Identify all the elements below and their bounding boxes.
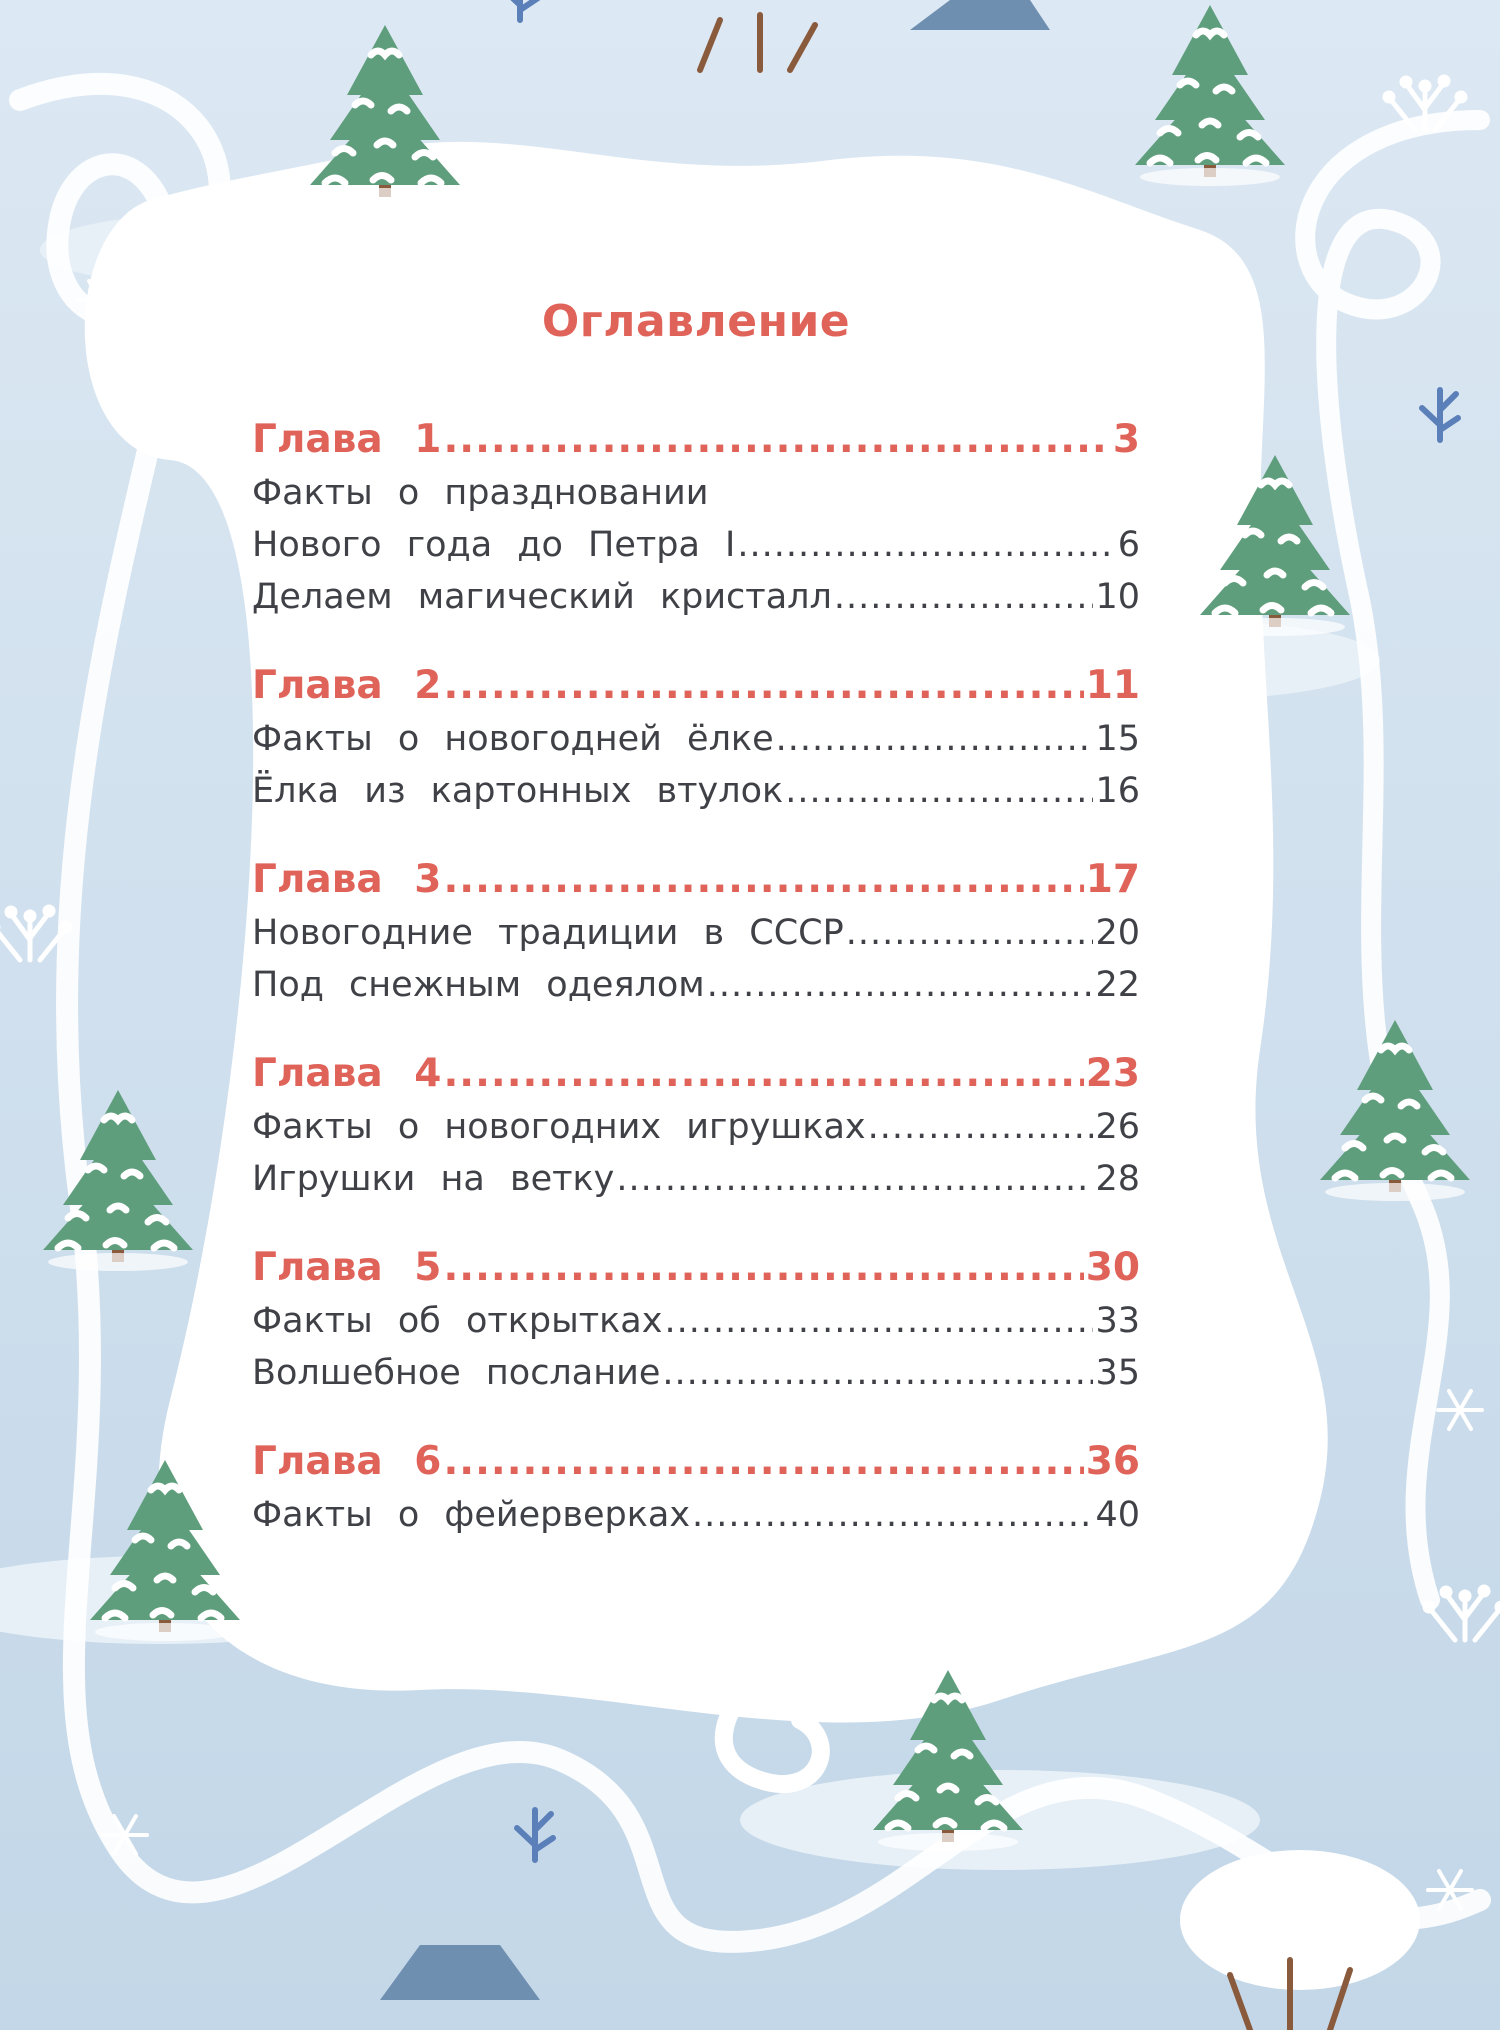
entry-label: Ёлка из картонных втулок — [252, 771, 784, 811]
chapter-block — [252, 663, 1140, 823]
page-number: 30 — [1085, 1245, 1140, 1290]
leader-dots — [443, 1439, 1083, 1484]
chapter-block — [252, 417, 1140, 629]
entry-label: Факты об открытках — [252, 1301, 663, 1341]
page-number: 26 — [1095, 1107, 1140, 1147]
entry-label: Новогодние традиции в СССР — [252, 913, 844, 953]
entry-row[interactable] — [252, 719, 1140, 771]
entry-row[interactable] — [252, 965, 1140, 1017]
leader-dots — [664, 1301, 1093, 1341]
leader-dots — [785, 771, 1093, 811]
page-number: 23 — [1085, 1051, 1140, 1096]
page-number: 22 — [1095, 965, 1140, 1005]
chapter-row[interactable] — [252, 417, 1140, 473]
leader-dots — [707, 965, 1094, 1005]
entry-row[interactable] — [252, 1495, 1140, 1547]
leader-dots — [616, 1159, 1093, 1199]
leader-dots — [662, 1353, 1093, 1393]
chapter-label: Глава 6 — [252, 1439, 442, 1484]
page-title: Оглавление — [541, 296, 851, 347]
entry-row[interactable] — [252, 1353, 1140, 1405]
page-number: 35 — [1095, 1353, 1140, 1393]
chapter-label: Глава 4 — [252, 1051, 442, 1096]
entry-label: Игрушки на ветку — [252, 1159, 615, 1199]
entry-row[interactable] — [252, 1107, 1140, 1159]
chapter-block — [252, 1051, 1140, 1211]
entry-label: Нового года до Петра I — [252, 525, 736, 565]
page-number: 40 — [1095, 1495, 1140, 1535]
chapter-row[interactable] — [252, 857, 1140, 913]
entry-row[interactable] — [252, 913, 1140, 965]
page-number: 6 — [1117, 525, 1140, 565]
leader-dots — [443, 1245, 1083, 1290]
page-number: 15 — [1095, 719, 1140, 759]
entry-row[interactable] — [252, 1301, 1140, 1353]
chapter-row[interactable] — [252, 1051, 1140, 1107]
chapter-row[interactable] — [252, 1439, 1140, 1495]
leader-dots — [776, 719, 1094, 759]
page-number: 20 — [1095, 913, 1140, 953]
entry-label: Делаем магический кристалл — [252, 577, 832, 617]
chapter-block — [252, 1439, 1140, 1547]
page-number: 33 — [1095, 1301, 1140, 1341]
leader-dots — [443, 857, 1083, 902]
leader-dots — [443, 1051, 1083, 1096]
chapter-label: Глава 3 — [252, 857, 442, 902]
chapter-block — [252, 857, 1140, 1017]
entry-label: Волшебное послание — [252, 1353, 661, 1393]
chapter-label: Глава 5 — [252, 1245, 442, 1290]
leader-dots — [846, 913, 1094, 953]
page-number: 17 — [1085, 857, 1140, 902]
chapter-row[interactable] — [252, 1245, 1140, 1301]
entry-row[interactable] — [252, 525, 1140, 577]
entry-row[interactable] — [252, 771, 1140, 823]
chapter-label: Глава 1 — [252, 417, 442, 462]
entry-label: Под снежным одеялом — [252, 965, 705, 1005]
page-number: 28 — [1095, 1159, 1140, 1199]
leader-dots — [443, 417, 1110, 462]
table-of-contents — [252, 296, 1140, 1581]
page-number: 10 — [1095, 577, 1140, 617]
entry-row[interactable] — [252, 577, 1140, 629]
leader-dots — [834, 577, 1094, 617]
page-number: 36 — [1085, 1439, 1140, 1484]
chapter-block — [252, 1245, 1140, 1405]
leader-dots — [692, 1495, 1093, 1535]
page-number: 3 — [1112, 417, 1140, 462]
entry-label: Факты о новогодней ёлке — [252, 719, 774, 759]
page-number: 16 — [1095, 771, 1140, 811]
chapter-row[interactable] — [252, 663, 1140, 719]
page-number: 11 — [1085, 663, 1140, 708]
leader-dots — [868, 1107, 1094, 1147]
entry-row[interactable] — [252, 473, 1140, 525]
entry-label: Факты о новогодних игрушках — [252, 1107, 866, 1147]
chapter-label: Глава 2 — [252, 663, 442, 708]
entry-label: Факты о праздновании — [252, 473, 709, 513]
entry-row[interactable] — [252, 1159, 1140, 1211]
entry-label: Факты о фейерверках — [252, 1495, 691, 1535]
leader-dots — [443, 663, 1083, 708]
leader-dots — [737, 525, 1115, 565]
